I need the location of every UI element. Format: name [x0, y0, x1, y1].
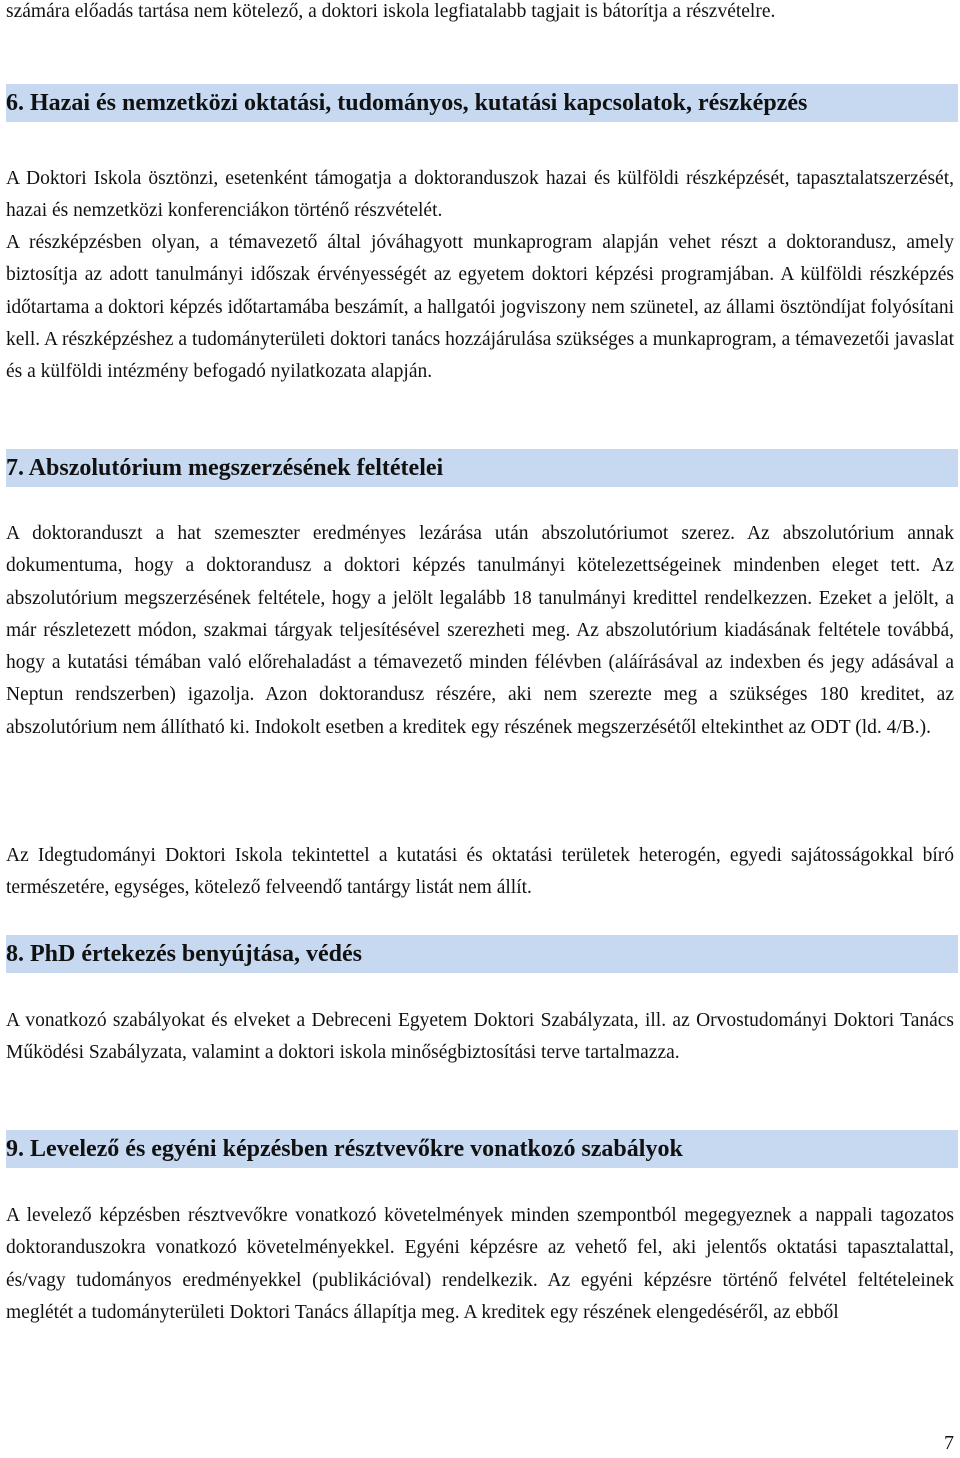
section-8-paragraph-1: A vonatkozó szabályokat és elveket a Debreceni Egyetem Doktori Szabályzata, ill. az Orvostudományi Doktori Tanács Működési Szabályzata, valamint a doktori iskola minőségbiztosítási terve tartalmazza. — [6, 1010, 954, 1064]
section-6-paragraph-2: A részképzésben olyan, a témavezető által jóváhagyott munkaprogram alapján vehet részt a doktorandusz, amely biztosítja az adott tanulmányi időszak érvényességét az egyetem doktori képzési programjában. A külföldi részképzés időtartama a doktori képzés időtartamába beszámít, a hallgatói jogviszony nem szünetel, az állami ösztöndíjat folyósítani kell. A részképzéshez a tudományterületi doktori tanács hozzájárulása szükséges a munkaprogram, a témavezetői javaslat és a külföldi intézmény befogadó nyilatkozata alapján. — [6, 232, 954, 383]
section-6-paragraph-1-text: A Doktori Iskola ösztönzi, esetenként támogatja a doktoranduszok hazai és külföldi részképzését, tapasztalatszerzését, hazai és nemzetközi konferenciákon történő részvételét. — [6, 168, 954, 222]
page-number: 7 — [944, 1432, 954, 1454]
section-9-paragraph-1: A levelező képzésben résztvevőkre vonatkozó követelmények minden szempontból megegyeznek a nappali tagozatos doktoranduszokra vonatkozó követelményekkel. Egyéni képzésre az vehető fel, aki jelentős oktatási tapasztalattal, és/vagy tudományos eredményekkel (publikációval) rendelkezik. Az egyéni képzésre történő felvétel feltételeinek meglétét a tudományterületi Doktori Tanács állapítja meg. A kreditek egy részének elengedéséről, az ebből — [6, 1205, 954, 1323]
section-8-heading: 8. PhD értekezés benyújtása, védés — [6, 935, 958, 973]
section-7-heading: 7. Abszolutórium megszerzésének feltételei — [6, 449, 958, 487]
top-fragment-paragraph: számára előadás tartása nem kötelező, a doktori iskola legfiatalabb tagjait is bátorítja a részvételre. — [6, 1, 776, 22]
section-6-paragraph-1 — [6, 163, 954, 228]
section-7-paragraph-1: A doktoranduszt a hat szemeszter eredményes lezárása után abszolutóriumot szerez. Az abszolutórium annak dokumentuma, hogy a doktorandusz a doktori képzés tanulmányi kötelezettségeinek mindenben eleget tett. Az abszolutórium megszerzésének feltétele, hogy a jelölt legalább 18 tanulmányi kredittel rendelkezzen. Ezeket a jelölt, a már részletezett módon, szakmai tárgyak teljesítésével szerezheti meg. Az abszolutórium kiadásának feltétele továbbá, hogy a kutatási témában való előrehaladást a témavezető minden félévben (aláírásával az indexben és jegy adásával a Neptun rendszerben) igazolja. Azon doktorandusz részére, aki nem szerezte meg a szükséges 180 kreditet, az abszolutórium nem állítható ki. Indokolt esetben a kreditek egy részének megszerzésétől eltekinthet az ODT (ld. 4/B.). — [6, 523, 954, 738]
section-9-heading: 9. Levelező és egyéni képzésben résztvevőkre vonatkozó szabályok — [6, 1130, 958, 1168]
section-7-paragraph-2: Az Idegtudományi Doktori Iskola tekintettel a kutatási és oktatási területek heterogén, egyedi sajátosságokkal bíró természetére, egységes, kötelező felveendő tantárgy listát nem állít. — [6, 845, 954, 899]
section-6-heading: 6. Hazai és nemzetközi oktatási, tudományos, kutatási kapcsolatok, részképzés — [6, 84, 958, 122]
